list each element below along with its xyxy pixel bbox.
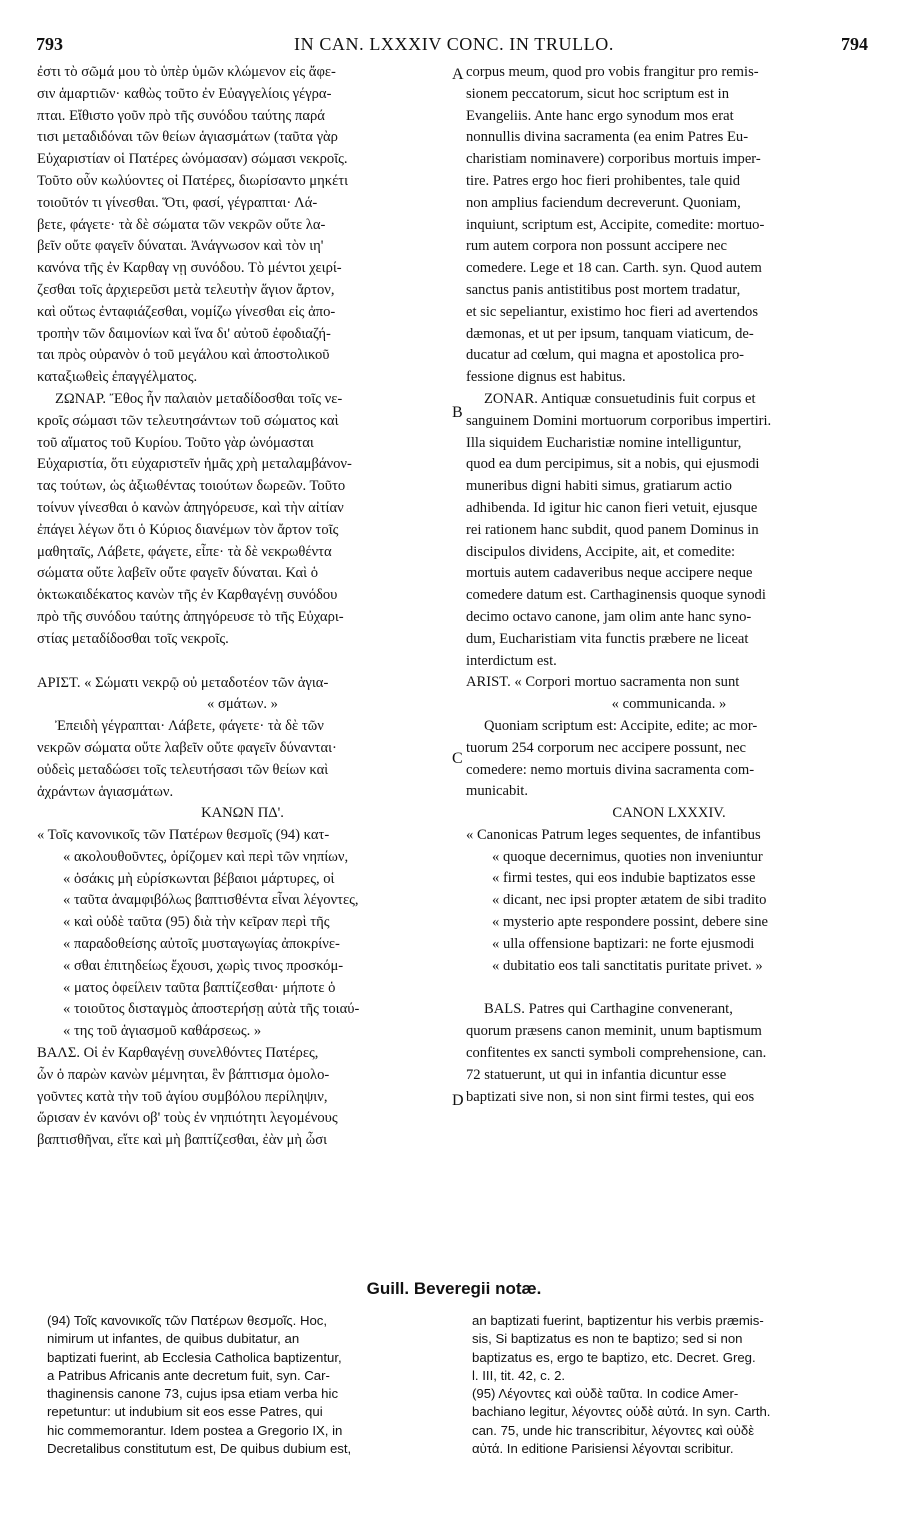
text-line: τισι μεταδιδόναι τῶν θείων ἁγιασμάτων (ταῦτα γὰρ	[37, 129, 338, 146]
note-line: an baptizati fuerint, baptizentur his verbis præmis-	[472, 1313, 764, 1328]
text-line: « ulla offensione baptizari: ne forte ejusmodi	[492, 935, 755, 952]
text-line: ἐπάγει λέγων ὅτι ὁ Κύριος διανέμων τὸν ἄρτον τοῖς	[37, 521, 339, 538]
text-line: ἐστι τὸ σῶμά μου τὸ ὑπὲρ ὑμῶν κλώμενον εἰς ἄφε-	[37, 64, 336, 80]
text-line: ducatur ad cœlum, qui magna et apostolica pro-	[466, 347, 745, 364]
greek-column	[37, 62, 448, 1152]
text-line: πρὸ τῆς συνόδου ταύτης ἀπηγόρευσε τὸ τῆς Εὐχαρι-	[37, 608, 344, 625]
text-line: dum, Eucharistiam vita functis præbere ne liceat	[466, 630, 749, 647]
text-line: « Canonicas Patrum leges sequentes, de infantibus	[466, 826, 761, 843]
text-line: comedere: nemo mortuis divina sacramenta com-	[466, 761, 755, 778]
note-line: Decretalibus constitutum est, De quibus dubium est,	[47, 1441, 352, 1457]
aristenus-heading-line: ΑΡΙΣΤ. « Σώματι νεκρῷ οὐ μεταδοτέον τῶν ἁγια-	[37, 674, 329, 691]
text-line: σιν ἁμαρτιῶν· καθὼς τοῦτο ἐν Εὐαγγελίοις γέγρα-	[37, 85, 332, 102]
note-line: baptizati fuerint, ab Ecclesia Catholica baptizentur,	[47, 1349, 342, 1365]
text-line: « ακολουθοῦντες, ὁρίζομεν καὶ περὶ τῶν νηπίων,	[63, 848, 349, 865]
text-line: Εὐχαριστίαν οἱ Πατέρες ὠνόμασαν) σώμασι νεκροῖς.	[37, 151, 348, 168]
zonaras-heading-line: ΖΩΝΑΡ. Ἔθος ἦν παλαιὸν μεταδίδοσθαι τοῖς νε-	[55, 390, 343, 407]
text-line: comedere. Lege et 18 can. Carth. syn. Quod autem	[466, 260, 762, 277]
text-line: decimo octavo canone, jam olim ante hanc syno-	[466, 608, 752, 625]
text-line: sanctus panis antistitibus post mortem tradatur,	[466, 281, 741, 298]
text-line: ὧν ὁ παρὼν κανὼν μέμνηται, ἓν βάπτισμα ὁμολο-	[37, 1066, 330, 1083]
text-line: municabit.	[466, 783, 529, 800]
text-line: μαθηταῖς, Λάβετε, φάγετε, εἶπε· τὰ δὲ νεκρωθέντα	[37, 543, 332, 560]
text-line: mortuis autem cadaveribus neque accipere neque	[466, 565, 753, 582]
note-line: hic commemorantur. Idem postea a Gregorio IX, in	[47, 1422, 343, 1438]
text-line: charistiam nominavere) corporibus mortuis imper-	[466, 151, 761, 168]
text-line: rei rationem hanc subdit, quod panem Dominus in	[466, 521, 759, 538]
text-line: οὐδεὶς μεταδώσει τοῖς τελευτήσασι τῶν θείων καὶ	[37, 761, 329, 778]
text-line: et sic sepeliantur, existimo hoc fieri ad avertendos	[466, 303, 759, 320]
note-line: (94) Τοῖς κανονικοῖς τῶν Πατέρων θεσμοῖς. Hoc,	[47, 1313, 328, 1328]
text-line: Illa siquidem Eucharistiæ nomine intelliguntur,	[466, 434, 742, 451]
text-line: 72 statuerunt, ut qui in infantia dicuntur esse	[466, 1066, 727, 1083]
text-line: « mysterio apte respondere possint, debere sine	[492, 914, 768, 931]
margin-marker-d: D	[452, 1092, 464, 1109]
note-line: a Patribus Africanis ante decretum fuit, syn. Car-	[47, 1367, 330, 1383]
text-line: non amplius faciendum decreverunt. Quoniam,	[466, 194, 741, 211]
text-line: « communicanda. »	[611, 696, 727, 713]
text-line: « ταῦτα ἀναμφιβόλως βαπτισθέντα εἶναι λέγοντες,	[63, 892, 359, 909]
text-line: « firmi testes, qui eos indubie baptizatos esse	[492, 870, 756, 887]
text-line: βετε, φάγετε· τὰ δὲ σώματα τῶν νεκρῶν οὔτε λα-	[37, 216, 326, 233]
margin-marker-a: A	[452, 66, 464, 83]
text-line: « σθαι ἐπιτηδείως ἔχουσι, χωρὶς τινος προσκόμ-	[63, 957, 344, 974]
running-header	[0, 34, 908, 56]
note-line: baptizatus es, ergo te baptizo, etc. Decret. Greg.	[472, 1349, 756, 1365]
text-line: fessione dignus est habitus.	[466, 369, 626, 386]
text-line: τοῦ αἵματος τοῦ Κυρίου. Τοῦτο γὰρ ὠνόμασται	[37, 434, 314, 451]
margin-marker-b: B	[452, 404, 463, 421]
text-line: Evangeliis. Ante hanc ergo synodum mos erat	[466, 107, 734, 124]
page-number-right: 794	[841, 34, 868, 54]
text-line: Εὐχαριστία, ὅτι εὐχαριστεῖν ἡμᾶς χρὴ μεταλαμβάνον-	[37, 456, 352, 473]
text-line: στίας μεταδίδοσθαι τοῖς νεκροῖς.	[37, 630, 229, 647]
note-line: nimirum ut infantes, de quibus dubitatur, an	[47, 1331, 300, 1347]
text-line: « dicant, nec ipsi propter ætatem de sibi tradito	[492, 892, 767, 909]
text-line: βεῖν οὔτε φαγεῖν δύναται. Ἀνάγνωσον καὶ τὸν ιη'	[37, 238, 324, 255]
text-line: ἀχράντων ἁγιασμάτων.	[37, 783, 174, 800]
zonaras-heading-line: ZONAR. Antiquæ consuetudinis fuit corpus et	[484, 390, 756, 407]
text-line: quorum præsens canon meminit, unum baptismum	[466, 1023, 762, 1040]
text-line: πται. Εἴθιστο γοῦν πρὸ τῆς συνόδου ταύτης παρά	[37, 107, 325, 124]
text-line: ζεσθαι τοῖς ἀρχιερεῦσι μετὰ τελευτὴν ἅγιον ἄρτον,	[37, 281, 335, 298]
note-line: thaginensis canone 73, cujus ipsa etiam verba hic	[47, 1386, 339, 1402]
text-line: « σμάτων. »	[207, 696, 278, 713]
text-line: σώματα οὔτε λαβεῖν οὔτε φαγεῖν δύναται. Καὶ ὁ	[37, 565, 319, 582]
text-line: sionem peccatorum, sicut hoc scriptum est in	[466, 85, 730, 102]
text-line: κανόνα τῆς ἐν Καρθαγ νῃ συνόδου. Τὸ μέντοι χειρί-	[37, 260, 342, 277]
text-line: « Τοῖς κανονικοῖς τῶν Πατέρων θεσμοῖς (94) κατ-	[37, 827, 330, 844]
notes-left-column	[47, 1312, 447, 1458]
page-number-left: 793	[36, 34, 63, 54]
note-line: (95) Λέγοντες καὶ οὐδὲ ταῦτα. In codice Amer-	[472, 1386, 739, 1402]
text-line: « καὶ οὐδὲ ταῦτα (95) διὰ τὴν κεῖραν περὶ τῆς	[63, 914, 330, 931]
text-line: τας τούτων, ὡς ἀξιωθέντας τοιούτων δωρεῶν. Τοῦτο	[37, 478, 346, 495]
text-line: « παραδοθείσης αὐτοῖς μυσταγωγίας ἀποκρίνε-	[63, 936, 340, 953]
text-line: « ὁσάκις μὴ εὑρίσκωνται βέβαιοι μάρτυρες, οἱ	[63, 870, 335, 887]
text-line: tuorum 254 corporum nec accipere possunt, nec	[466, 739, 747, 756]
text-line: τοιοῦτόν τι γίνεσθαι. Ὅτι, φασί, γέγραπται· Λά-	[37, 194, 318, 211]
running-title: IN CAN. LXXXIV CONC. IN TRULLO.	[294, 34, 614, 54]
text-line: καὶ οὕτως ἐνταφιάζεσθαι, νομίζω γίνεσθαι εἰς ἀπο-	[37, 303, 336, 320]
text-line: « της τοῦ ἁγιασμοῦ καθάρσεως. »	[63, 1023, 262, 1040]
text-line: ὥρισαν ἐν κανόνι οβ' τοὺς ἐν νηπιότητι λεγομένους	[37, 1110, 338, 1127]
text-line: κροῖς σώμασι τῶν τελευτησάντων τοῦ σώματος καὶ	[37, 412, 339, 429]
text-line: Ἐπειδὴ γέγραπται· Λάβετε, φάγετε· τὰ δὲ τῶν	[55, 718, 324, 735]
text-line: ται πρὸς οὐρανὸν ὁ τοῦ μεγάλου καὶ ἀποστολικοῦ	[37, 347, 330, 364]
text-line: « ματος ὀφείλειν ταῦτα βαπτίζεσθαι· μήποτε ὁ	[63, 979, 336, 996]
text-line: baptizati sive non, si non sint firmi testes, qui eos	[466, 1088, 755, 1105]
text-line: Quoniam scriptum est: Accipite, edite; ac mor-	[484, 717, 758, 734]
text-line: corpus meum, quod pro vobis frangitur pro remis-	[466, 64, 759, 80]
text-line: dæmonas, et ut per ipsum, tanquam viaticum, de-	[466, 325, 754, 342]
notes-right-column	[472, 1312, 872, 1458]
text-line: comedere datum est. Carthaginensis quoque synodi	[466, 587, 766, 604]
text-line: interdictum est.	[466, 652, 557, 669]
text-line: νεκρῶν σώματα οὔτε λαβεῖν οὔτε φαγεῖν δύνανται·	[37, 739, 337, 756]
note-line: can. 75, unde hic transcribitur, λέγοντες καὶ οὐδὲ	[472, 1422, 755, 1438]
text-line: Τοῦτο οὖν κωλύοντες οἱ Πατέρες, διωρίσαντο μηκέτι	[37, 172, 349, 189]
margin-marker-c: C	[452, 750, 463, 767]
balsamon-heading-line: BALS. Patres qui Carthagine convenerant,	[484, 1001, 733, 1018]
text-line: γοῦντες κατὰ τὴν τοῦ ἁγίου συμβόλου περίληψιν,	[37, 1088, 328, 1105]
text-line: confitentes ex sancti symboli comprehensione, can.	[466, 1045, 767, 1062]
text-line: quod ea dum percipimus, sit a nobis, qui ejusmodi	[466, 456, 760, 473]
note-line: l. III, tit. 42, c. 2.	[472, 1367, 566, 1383]
aristenus-heading-line: ARIST. « Corpori mortuo sacramenta non sunt	[466, 674, 740, 691]
latin-column	[466, 62, 872, 1108]
text-line: « τοιοῦτος δισταγμὸς ἀποστερήσῃ αὐτὰ τῆς τοιαύ-	[63, 1001, 360, 1018]
canon-heading-greek: ΚΑΝΩΝ ΠΔ'.	[201, 805, 284, 822]
text-line: muneribus digni habiti simus, gratiarum actio	[466, 478, 732, 495]
text-line: discipulos dividens, Accipite, ait, et comedite:	[466, 543, 736, 560]
text-line: inquiunt, scriptum est, Accipite, comedite: mortuo-	[466, 216, 765, 233]
balsamon-heading-line: ΒΑΛΣ. Οἱ ἐν Καρθαγένῃ συνελθόντες Πατέρες,	[37, 1045, 319, 1062]
note-line: sis, Si baptizatus es non te baptizo; sed si non	[472, 1331, 743, 1347]
text-line: καταξιωθεὶς ἐπαγγέλματος.	[37, 369, 198, 386]
note-line: repetuntur: ut indubium sit eos esse Patres, qui	[47, 1404, 323, 1420]
notes-heading: Guill. Beveregii notæ.	[366, 1279, 542, 1298]
canon-heading-latin: CANON LXXXIV.	[612, 805, 726, 822]
note-line: αὐτά. In editione Parisiensi λέγονται scribitur.	[472, 1441, 734, 1457]
text-line: τροπὴν τῶν δαιμονίων καὶ ἵνα δι' αὐτοῦ ἐφοδιαζή-	[37, 325, 331, 342]
text-line: τοίνυν γίνεσθαι ὁ κανὼν ἀπηγόρευσε, καὶ τὴν αἰτίαν	[37, 499, 344, 516]
text-line: rum autem corpora non possunt accipere nec	[466, 238, 727, 255]
text-line: βαπτισθῆναι, εἴτε καὶ μὴ βαπτίζεσθαι, ἐὰν μὴ ὦσι	[37, 1132, 328, 1149]
text-line: ὀκτωκαιδέκατος κανὼν τῆς ἐν Καρθαγένῃ συνόδου	[37, 587, 338, 604]
text-line: « dubitatio eos tali sanctitatis puritate privet. »	[492, 957, 763, 974]
text-line: « quoque decernimus, quoties non inveniuntur	[492, 848, 763, 865]
note-line: bachiano legitur, λέγοντες οὐδὲ αὐτά. In syn. Carth.	[472, 1404, 771, 1420]
text-line: sanguinem Domini mortuorum corporibus impertiri.	[466, 412, 772, 429]
text-line: tire. Patres ergo hoc fieri prohibentes, tale quid	[466, 172, 741, 189]
text-line: nonnullis divina sacramenta (ea enim Patres Eu-	[466, 129, 749, 146]
text-line: adhibenda. Id igitur hic canon fieri vetuit, ejusque	[466, 499, 758, 516]
